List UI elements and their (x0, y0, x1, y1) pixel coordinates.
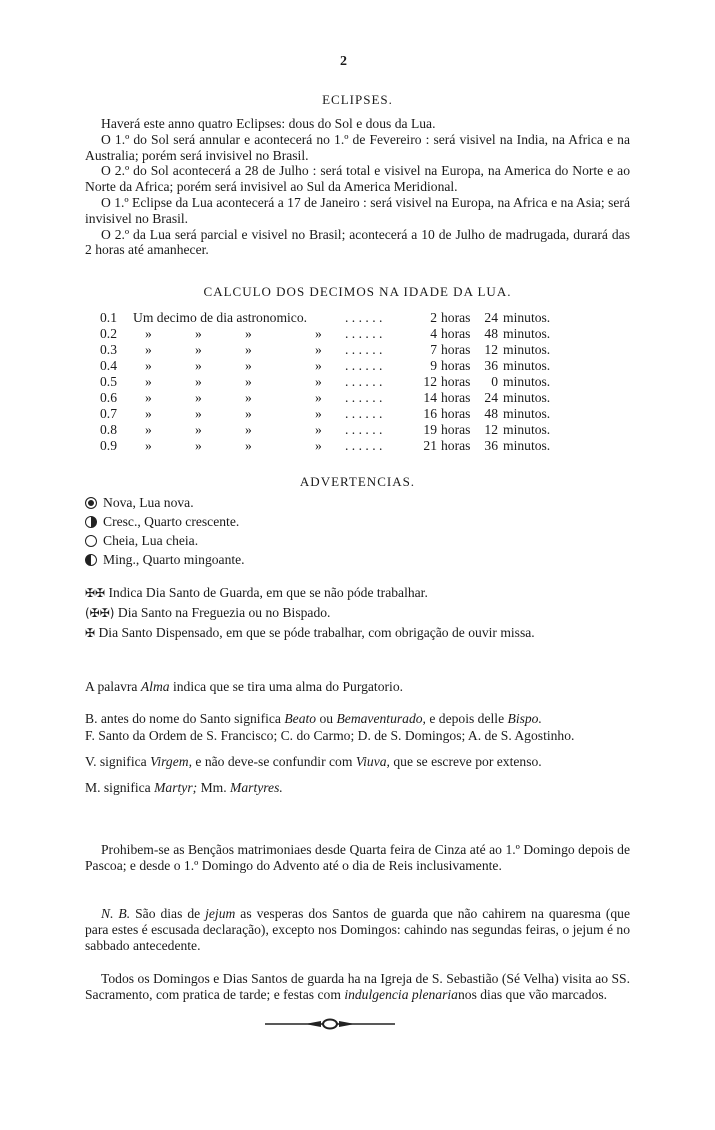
minutes: 0 (491, 374, 498, 389)
table-row (100, 422, 600, 438)
ditto-mark: » (195, 358, 202, 373)
table-row (100, 326, 600, 342)
minutes-label: minutos. (503, 310, 551, 325)
table-row (100, 310, 600, 326)
text-italic: indulgencia plenaria (344, 986, 458, 1002)
leader-dots: . . . . . . (345, 358, 383, 373)
moon-legend-item (85, 550, 245, 569)
text: Mm. (200, 780, 227, 795)
ditto-mark: » (145, 342, 152, 357)
ditto-mark: » (245, 358, 252, 373)
moon-phase-legend (85, 493, 245, 569)
leader-dots: . . . . . . (345, 374, 383, 389)
hours: 12 (423, 374, 437, 389)
hours: 9 (430, 358, 437, 373)
hours: 21 (423, 438, 437, 453)
ditto-mark: » (195, 422, 202, 437)
ditto-mark: » (245, 342, 252, 357)
ditto-mark: » (245, 438, 252, 453)
text: V. significa (85, 754, 147, 769)
ditto-mark: » (315, 358, 322, 373)
hours-label: horas (441, 374, 471, 389)
cross-label: Dia Santo Dispensado, em que se póde trabalhar, com obrigação de ouvir missa. (98, 625, 535, 640)
advertencias-title: ADVERTENCIAS. (299, 474, 416, 489)
calculo-title: CALCULO DOS DECIMOS NA IDADE DA LUA. (203, 284, 512, 299)
table-row (100, 438, 600, 454)
text-italic: Martyr; (154, 780, 198, 795)
hours-label: horas (441, 310, 471, 325)
moon-legend-item (85, 531, 245, 550)
ditto-mark: » (145, 374, 152, 389)
hours: 14 (423, 390, 437, 405)
ditto-mark: » (245, 390, 252, 405)
eclipses-section (85, 116, 630, 258)
minutes-label: minutos. (503, 438, 551, 453)
ditto-mark: » (245, 406, 252, 421)
text-italic: jejum (205, 906, 236, 921)
text: B. antes do nome do Santo significa (85, 711, 281, 726)
text-italic: Virgem, (150, 754, 192, 769)
text-italic: Bemaventurado, (336, 711, 426, 726)
cross-legend-item (85, 584, 652, 602)
prohibem-note: Prohibem-se as Bençãos matrimoniaes desde Quarta feira de Cinza até ao 1.º Domingo depois de Pascoa; e desde o 1.º Domingo do Advento até o dia de Reis inclusivamente. (85, 842, 630, 873)
ditto-mark: » (315, 406, 322, 421)
text-italic: Martyres. (230, 780, 283, 795)
minutes: 12 (484, 422, 498, 437)
hours: 16 (423, 406, 437, 421)
eclipse-moon-1: O 1.º Eclipse da Lua acontecerá a 17 de Janeiro : será visivel na Europa, na Africa e na Asia; será invisivel no Brasil. (85, 194, 630, 226)
decimal: 0.7 (100, 406, 117, 421)
text: e depois delle (429, 711, 505, 726)
leader-dots: . . . . . . (345, 342, 383, 357)
text: A palavra (85, 679, 138, 694)
minutes: 36 (484, 358, 498, 373)
minutes: 36 (484, 438, 498, 453)
ditto-mark: » (145, 438, 152, 453)
text-italic: Viuva, (355, 754, 390, 769)
ditto-mark: » (315, 438, 322, 453)
martyr-note (85, 779, 652, 796)
decimal: 0.9 (100, 438, 117, 453)
hours: 7 (430, 342, 437, 357)
moon-label: Cresc., Quarto crescente. (103, 514, 240, 529)
hours-label: horas (441, 342, 471, 357)
cross-icon: ✠ (85, 626, 96, 640)
alma-note (85, 679, 630, 695)
row-label: Um decimo de dia astronomico. (133, 310, 308, 325)
ditto-mark: » (145, 326, 152, 341)
hours: 4 (430, 326, 437, 341)
ditto-mark: » (195, 374, 202, 389)
beato-note (85, 710, 652, 727)
minutes-label: minutos. (503, 374, 551, 389)
leader-dots: . . . . . . (345, 438, 383, 453)
cross-label: Indica Dia Santo de Guarda, em que se não póde trabalhar. (108, 585, 428, 600)
jejum-note (85, 906, 630, 953)
ditto-mark: » (245, 422, 252, 437)
ornament-divider (265, 1018, 395, 1030)
decimal: 0.6 (100, 390, 117, 405)
decimal: 0.2 (100, 326, 117, 341)
decimal: 0.4 (100, 358, 117, 373)
table-row (100, 374, 600, 390)
text: M. significa (85, 780, 151, 795)
text: e não deve-se confundir com (195, 754, 353, 769)
cross-label: Dia Santo na Freguezia ou no Bispado. (117, 605, 331, 620)
moon-label: Cheia, Lua cheia. (103, 533, 199, 548)
ditto-mark: » (245, 326, 252, 341)
text: nos dias que vão marcados. (457, 986, 608, 1002)
eclipse-sun-2: O 2.º do Sol acontecerá a 28 de Julho : será total e visivel na Europa, na America do Norte e ao Norte da Africa; porém será invisivel ao Sul da America Meridional. (85, 163, 630, 195)
ditto-mark: » (195, 342, 202, 357)
abbreviations (85, 710, 652, 796)
leader-dots: . . . . . . (345, 326, 383, 341)
minutes: 12 (484, 342, 498, 357)
text: que se escreve por extenso. (393, 754, 542, 769)
minutes-label: minutos. (503, 358, 551, 373)
ditto-mark: » (145, 422, 152, 437)
ditto-mark: » (315, 422, 322, 437)
minutes-label: minutos. (503, 406, 551, 421)
ditto-mark: » (195, 390, 202, 405)
minutes: 48 (484, 406, 498, 421)
table-row (100, 358, 600, 374)
minutes-label: minutos. (503, 326, 551, 341)
new-moon-icon (85, 497, 97, 509)
decimal: 0.3 (100, 342, 117, 357)
text: indica que se tira uma alma do Purgatorio. (172, 679, 404, 694)
minutes-label: minutos. (503, 422, 551, 437)
ditto-mark: » (145, 358, 152, 373)
table-row (100, 342, 600, 358)
leader-dots: . . . . . . (345, 422, 383, 437)
full-moon-icon (85, 535, 97, 547)
eclipses-intro: Haverá este anno quatro Eclipses: dous do Sol e dous da Lua. (101, 116, 436, 131)
moon-legend-item (85, 512, 245, 531)
hours-label: horas (441, 390, 471, 405)
eclipses-title: ECLIPSES. (322, 92, 393, 107)
ditto-mark: » (315, 390, 322, 405)
decimal: 0.8 (100, 422, 117, 437)
moon-legend-item (85, 493, 245, 512)
decimal: 0.1 (100, 310, 117, 325)
virgem-note (85, 753, 652, 770)
text: as vesperas dos Santos de guarda que não cahirem na quaresma (que para estes é escusada declaração), excepto nos Domingos: cahindo nas segundas feiras, o jejum é no sabbado antecedente. (85, 906, 631, 953)
ditto-mark: » (195, 406, 202, 421)
moon-label: Nova, Lua nova. (103, 495, 194, 510)
ordem-note: F. Santo da Ordem de S. Francisco; C. do Carmo; D. de S. Domingos; A. de S. Agostinho. (85, 728, 575, 743)
ditto-mark: » (315, 374, 322, 389)
ditto-mark: » (315, 342, 322, 357)
text-italic: N. B. (101, 906, 131, 921)
leader-dots: . . . . . . (345, 310, 383, 325)
text-italic: Beato (284, 711, 317, 726)
minutes: 24 (484, 310, 498, 325)
cross-legend-item (85, 604, 652, 622)
table-row (100, 390, 600, 406)
ditto-mark: » (195, 438, 202, 453)
hours-label: horas (441, 358, 471, 373)
minutes: 24 (484, 390, 498, 405)
text-italic: Alma (140, 679, 170, 694)
eclipse-moon-2: O 2.º da Lua será parcial e visivel no Brasil; acontecerá a 10 de Julho de madrugada, durará das 2 horas até amanhecer. (85, 226, 630, 258)
text: Todos os Domingos e Dias Santos de guarda ha na Igreja de S. Sebastião (Sé Velha) visita ao SS. Sacramento, com pratica de tarde; e festas com (85, 971, 630, 1002)
hours-label: horas (441, 438, 471, 453)
cross-icon: (✠✠) (85, 606, 115, 620)
hours-label: horas (441, 406, 471, 421)
hours: 2 (430, 310, 437, 325)
cross-legend (85, 584, 652, 644)
ditto-mark: » (145, 390, 152, 405)
leader-dots: . . . . . . (345, 390, 383, 405)
ditto-mark: » (245, 374, 252, 389)
last-quarter-icon (85, 554, 97, 566)
minutes-label: minutos. (503, 342, 551, 357)
leader-dots: . . . . . . (345, 406, 383, 421)
text-italic: Bispo. (507, 711, 542, 726)
minutes-label: minutos. (503, 390, 551, 405)
hours-label: horas (441, 326, 471, 341)
ditto-mark: » (315, 326, 322, 341)
text: São dias de (135, 906, 201, 921)
decimal: 0.5 (100, 374, 117, 389)
ditto-mark: » (145, 406, 152, 421)
minutes: 48 (484, 326, 498, 341)
eclipse-sun-1: O 1.º do Sol será annular e acontecerá no 1.º de Fevereiro : será visivel na India, na Africa e na Australia; porém será invisivel no Brasil. (85, 131, 630, 163)
hours: 19 (423, 422, 437, 437)
cross-icon: ✠✠ (85, 586, 106, 600)
page-number: 2 (340, 54, 347, 69)
first-quarter-icon (85, 516, 97, 528)
sebastiao-note (85, 971, 630, 1003)
moon-label: Ming., Quarto mingoante. (103, 552, 245, 567)
table-row (100, 406, 600, 422)
ditto-mark: » (195, 326, 202, 341)
hours-label: horas (441, 422, 471, 437)
text: ou (319, 711, 334, 726)
cross-legend-item (85, 624, 652, 642)
